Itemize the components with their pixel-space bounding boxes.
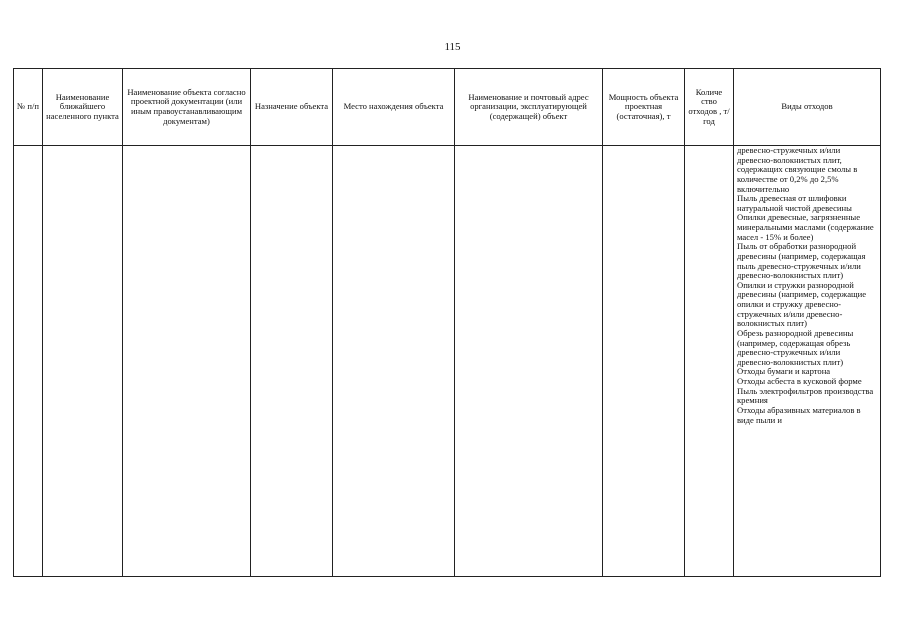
cell-location — [333, 146, 455, 577]
cell-settlement — [43, 146, 123, 577]
cell-waste-amount — [685, 146, 734, 577]
list-item: Пыль от обработки разнородной древесины (например, содержащая пыль древесно-стружечных и/или древесно-волокнистых плит) — [737, 241, 866, 281]
cell-number — [14, 146, 43, 577]
list-item: Опилки древесные, загрязненные минеральными маслами (содержание масел - 15% и более) — [737, 212, 874, 242]
cell-purpose — [251, 146, 333, 577]
list-item: Отходы абразивных материалов в виде пыли и — [737, 404, 861, 425]
waste-objects-table — [13, 68, 881, 577]
cell-organization — [455, 146, 603, 577]
header-location: Место нахождения объекта — [333, 69, 455, 146]
header-capacity: Мощность объекта проектная (остаточная), т — [603, 69, 685, 146]
header-row — [14, 69, 881, 146]
header-purpose: Назначение объекта — [251, 69, 333, 146]
cell-object-name — [123, 146, 251, 577]
header-object-name: Наименование объекта согласно проектной документации (или иным правоустанавливающим документам) — [123, 69, 251, 146]
list-item: Отходы асбеста в кусковой форме — [737, 376, 862, 386]
header-organization: Наименование и почтовый адрес организации, эксплуатирующей (содержащей) объект — [455, 69, 603, 146]
header-number: № п/п — [14, 69, 43, 146]
list-item: Отходы бумаги и картона — [737, 366, 831, 377]
header-settlement: Наименование ближайшего населенного пункта — [43, 69, 123, 146]
header-waste-amount: Количе ство отходов , т/год — [685, 69, 734, 146]
header-waste-types: Виды отходов — [734, 69, 881, 146]
cell-capacity — [603, 146, 685, 577]
cell-waste-types — [734, 146, 881, 577]
page-number: 115 — [444, 41, 461, 53]
list-item: Обрезь разнородной древесины (например, содержащая обрезь древесно-стружечных и/или древесно-волокнистых плит) — [737, 327, 854, 367]
table-row — [14, 146, 881, 577]
list-item: Пыль электрофильтров производства кремния — [737, 385, 874, 406]
list-item: Пыль древесная от шлифовки натуральной чистой древесины — [737, 193, 852, 213]
list-item: древесно-стружечных и/или древесно-волокнистых плит, содержащих связующие смолы в количестве от 0,2% до 2,5% включительно — [737, 145, 858, 194]
list-item: Опилки и стружки разнородной древесины (например, содержащие опилки и стружку древесно-стружечных и/или древесно-волокнистых плит) — [737, 279, 867, 329]
waste-types-list — [736, 146, 878, 425]
